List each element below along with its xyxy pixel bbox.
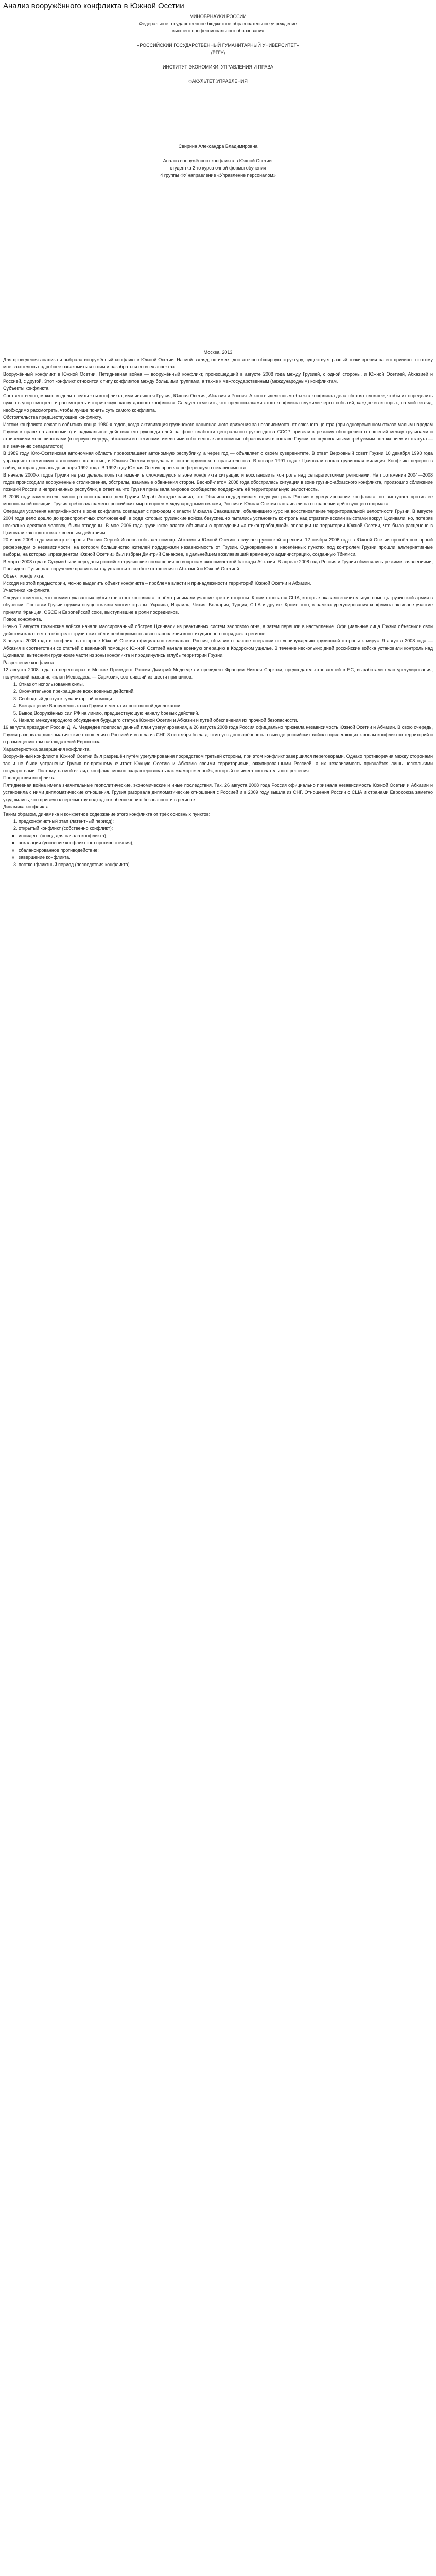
list-item: 6. Начало международного обсуждения будущего статуса Южной Осетии и Абхазии и путей обеспечения их прочной безопасности.	[19, 717, 433, 724]
body-paragraph: Соответственно, можно выделить субъекты конфликта, ими являются Грузия, Южная Осетия, Абхазия и Россия. А кого выделенным объекта конфликта дела обстоят сложнее, чтобы их определить нужно в упор смотреть и рассмотреть историческую канву данного конфликта. Следует отметить, что предпосылками этого конфликта служили черты событий, каждое из которых, на мой взгляд, необходимо рассмотреть, чтобы лучше понять суть самого конфликта.	[3, 393, 433, 413]
list-item: 1. предконфликтный этап (латентный период);	[19, 818, 433, 825]
body-paragraph: 12 августа 2008 года на переговорах в Москве Президент России Дмитрий Медведев и президент Франции Николя Саркози, председательствовавшей в ЕС, выработали план урегулирования, получивший название «план Медведева — Саркози», состоявший из шести принципов:	[3, 667, 433, 680]
education-line: высшего профессионального образования	[171, 28, 265, 33]
body-paragraph: Пятидневная война имела значительные геополитические, экономические и иные последствия. Так, 26 августа 2008 года Россия официально признала независимость Южной Осетии и Абхазии и установила с ними дипломатические отношения. Грузия разорвала дипломатические отношения с Россией и в 2009 году вышла из СНГ. Отношения России с США и странами Евросоюза заметно ухудшились, что привело к пересмотру подходов к обеспечению безопасности в регионе.	[3, 783, 433, 802]
faculty-line: ФАКУЛЬТЕТ УПРАВЛЕНИЯ	[188, 79, 248, 84]
author-block	[3, 143, 433, 179]
spacer	[3, 56, 433, 63]
body-paragraph: Участники конфликта.	[3, 588, 51, 593]
list-item: 4. Возвращение Вооружённых сил Грузии в места их постоянной дислокации.	[19, 702, 433, 709]
body-paragraph: Динамика конфликта.	[3, 804, 50, 809]
list-item: 2. Окончательное прекращение всех военных действий.	[19, 688, 433, 695]
body-paragraph: Операция усиления напряжённости в зоне конфликта совпадает с приходом к власти Михаила Саакашвили, объявившего курс на восстановление территориальной целостности Грузии. В августе 2004 года дело дошло до кровопролитных столкновений, в ходе которых грузинские войска безуспешно пытались установить контроль над стратегическими высотами вокруг Цхинвали, но, потеряв несколько десятков человек, были отведены. В мае 2006 года грузинское власти объявили о проведении «антиконтрабандной» операции на территории Южной Осетии, что было расценено в Цхинвали как подготовка к военным действиям.	[3, 509, 433, 535]
numbered-list	[3, 818, 433, 832]
body-paragraph: Характеристика завершения конфликта.	[3, 747, 91, 752]
city-year: Москва, 2013	[203, 350, 233, 355]
student-info: студентка 2-го курса очной формы обучения	[170, 165, 266, 171]
body-paragraph: В марте 2008 года в Сухуми были переданы российско-грузинские соглашения по вопросам экономической блокады Абхазии. В апреле 2008 года Россия и Грузия обменялись резкими заявлениями; Президент Путин дал поручение правительству установить особые отношения с Абхазией и Южной Осетией.	[3, 559, 433, 571]
spacer	[3, 35, 433, 42]
spacer	[3, 85, 433, 143]
work-title: Анализ вооружённого конфликта в Южной Осетии.	[163, 158, 273, 163]
list-item: 5. Вывод Вооружённых сил РФ на линию, предшествующую началу боевых действий.	[19, 709, 433, 717]
body-paragraph: Разрешение конфликта.	[3, 660, 56, 665]
institute-line: ИНСТИТУТ ЭКОНОМИКИ, УПРАВЛЕНИЯ И ПРАВА	[162, 64, 274, 70]
body-paragraph: В начале 2000-х годов Грузия не раз делала попытки изменить сложившуюся в зоне конфликта ситуацию и восстановить контроль над сепаратистскими регионами. На протяжении 2004—2008 годов происходили вооружённые столкновения, обстрелы, взаимные обвинения сторон. Весной-летом 2008 года обострилась ситуация в зоне грузино-абхазского конфликта, произошло сближение позиций России и непризнанных республик, в ответ на что Грузия призывала мировое сообщество поддержать её территориальную целостность.	[3, 472, 433, 492]
list-item: 1. Отказ от использования силы.	[19, 681, 433, 688]
body-paragraph: Вооружённый конфликт в Южной Осетии был разрешён путём урегулирования посредством третьей стороны, при этом конфликт завершился переговорами. Однако противоречия между сторонами так и не были устранены: Грузия по-прежнему считает Южную Осетию и Абхазию своими территориями, оккупированными Россией, а их независимость признаётся лишь несколькими государствами. Поэтому, на мой взгляд, конфликт можно охарактеризовать как «замороженный», который не имеет окончательного решения.	[3, 754, 433, 773]
body-paragraph: Ночью 7 августа грузинские войска начали массированный обстрел Цхинвали из реактивных систем залпового огня, а затем перешли в наступление. Официальные лица Грузии объяснили свои действия как ответ на обстрелы грузинских сёл и необходимость «восстановления конституционного порядка» в регионе.	[3, 624, 433, 636]
spacer	[3, 150, 433, 157]
body-paragraph: Следует отметить, что помимо указанных субъектов этого конфликта, в нём принимали участие третьи стороны. К ним относятся США, которые оказали значительную помощь грузинской армии в обучении. Поставки Грузии оружия осуществляли многие страны: Украина, Израиль, Чехия, Болгария, Турция, США и другие. Кроме того, в рамках урегулирования конфликта активное участие приняли Франция, ОБСЕ и Европейский союз, выступившие в роли посредников.	[3, 595, 433, 615]
body-paragraph: 8 августа 2008 года в конфликт на стороне Южной Осетии официально вмешалась Россия, объявив о начале операции по «принуждению грузинской стороны к миру». 9 августа 2008 года — Абхазия в соответствии со статьёй о взаимной помощи с Южной Осетией начала военную операцию в Кодорском ущелье. В течение нескольких дней российские войска установили контроль над Цхинвали, вытеснили грузинские части из зоны конфликта и продвинулись вглубь территории Грузии.	[3, 638, 433, 658]
body-paragraph: Таким образом, динамика и конкретное содержание этого конфликта от трёх основных пунктов:	[3, 811, 211, 817]
document-title: Анализ вооружённого конфликта в Южной Осетии	[3, 2, 184, 10]
list-item: ◦ сбалансированное противодействие;	[19, 846, 433, 854]
body-paragraph: В 2006 году заместитель министра иностранных дел Грузии Мераб Антадзе заявил, что Тбилиси поддерживает ведущую роль России в урегулировании конфликта, но выступает против её монопольной позиции. Грузия требовала замены российских миротворцев международными силами, Россия и Южная Осетия настаивали на сохранении действующего формата.	[3, 494, 433, 506]
university-abbr-line: (РГГУ)	[211, 50, 225, 55]
numbered-list	[3, 861, 433, 868]
ministry-line: МИНОБРНАУКИ РОССИИ	[189, 14, 247, 19]
author-name: Свирина Александра Владимировна	[178, 144, 258, 149]
spacer	[3, 71, 433, 78]
body-paragraph: Объект конфликта.	[3, 573, 45, 579]
body-paragraph: Истоки конфликта лежат в событиях конца 1980-х годов, когда активизация грузинского национального движения за независимость от союзного центра (при одновременном отказе малым народам Грузии в праве на автономию) и радикальные действия его руководителей на фоне слабости центрального руководства СССР привели к резкому обострению отношений между грузинами и этническими меньшинствами (в первую очередь, абхазами и осетинами, имевшими собственные автономные образования в составе Грузии, но недовольными требуемым положением их статута — в и значению сепаратистов).	[3, 422, 433, 449]
list-item: ◦ инцидент (повод для начала конфликта);	[19, 832, 433, 839]
institution-type-line: Федеральное государственное бюджетное образовательное учреждение	[139, 21, 297, 26]
body-paragraph: 16 августа президент России Д. А. Медведев подписал данный план урегулирования, а 26 августа 2008 года Россия официально признала независимость Южной Осетии и Абхазии. В свою очередь, Грузия разорвала дипломатические отношения с Россией и вышла из СНГ. 8 сентября была достигнута договорённость о выводе российских войск с прилегающих к зонам конфликтов территорий и о размещении там наблюдателей Евросоюза.	[3, 725, 433, 744]
spacer	[3, 179, 433, 349]
document-body	[3, 356, 433, 868]
body-paragraph: 20 июля 2008 года министр обороны России Сергей Иванов побывал помощь Абхазии и Южной Осетии в случае грузинской агрессии. 12 ноября 2006 года в Южной Осетии прошёл повторный референдум о независимости, на котором большинство жителей поддержали независимость от Грузии. Одновременно в населённых пунктах под контролем Грузии прошли альтернативные выборы, на которых «президентом Южной Осетии» был избран Дмитрий Санакоев, в дальнейшем возглавивший временную администрацию, созданную Тбилиси.	[3, 537, 433, 557]
group-info: 4 группы ФУ направление «Управление персоналом»	[160, 173, 276, 178]
bullet-list	[3, 832, 433, 861]
list-item: 3. постконфликтный период (последствия конфликта).	[19, 861, 433, 868]
list-item: ◦ завершение конфликта.	[19, 854, 433, 861]
body-paragraph: Субъекты конфликта.	[3, 386, 50, 391]
list-item: ◦ эскалация (усиление конфликтного противостояния);	[19, 839, 433, 846]
body-paragraph: Вооружённый конфликт в Южной Осетии. Петидневная война — вооружённый конфликт, произошедший в августе 2008 года между Грузией, с одной стороны, и Южной Осетией, Абхазией и Россией, с другой. Этот конфликт относится к типу конфликтов между большими группами, а также к межгосударственным (международным) конфликтам.	[3, 371, 433, 384]
body-paragraph: Исходя из этой предыстории, можно выделить объект конфликта – проблема власти и принадлежности территорий Южной Осетии и Абхазии.	[3, 581, 311, 586]
body-paragraph: Обстоятельства предшествующие конфликту.	[3, 415, 102, 420]
body-paragraph: Последствия конфликта.	[3, 775, 57, 781]
title-block	[3, 13, 433, 85]
university-name-line: «РОССИЙСКИЙ ГОСУДАРСТВЕННЫЙ ГУМАНИТАРНЫЙ УНИВЕРСИТЕТ»	[137, 43, 299, 48]
list-item: 3. Свободный доступ к гуманитарной помощи.	[19, 695, 433, 702]
document-page	[0, 0, 436, 871]
body-paragraph: Повод конфликта.	[3, 617, 42, 622]
numbered-list	[3, 681, 433, 724]
body-paragraph: Для проведения анализа я выбрала вооружённый конфликт в Южной Осетии. На мой взгляд, он имеет достаточно обширную структуру, существует разный точки зрения на его причины, поэтому мне захотелось подробнее ознакомиться с ним и разобраться во всех аспектах.	[3, 357, 433, 369]
body-paragraph: В 1989 году Юго-Осетинская автономная область провозглашает автономную республику, а через год — объявляет о своём суверенитете. В ответ Верховный совет Грузии 10 декабря 1990 года упраздняет осетинскую автономию полностью, и Южная Осетия вернулась в состав грузинского правительства. В январе 1991 года к Цхинвали вошла грузинская милиция. Конфликт перерос в войну, которая длилась до января 1992 года. В 1992 году Южная Осетия провела референдум о независимости.	[3, 451, 433, 470]
list-item: 2. открытый конфликт (собственно конфликт):	[19, 825, 433, 832]
